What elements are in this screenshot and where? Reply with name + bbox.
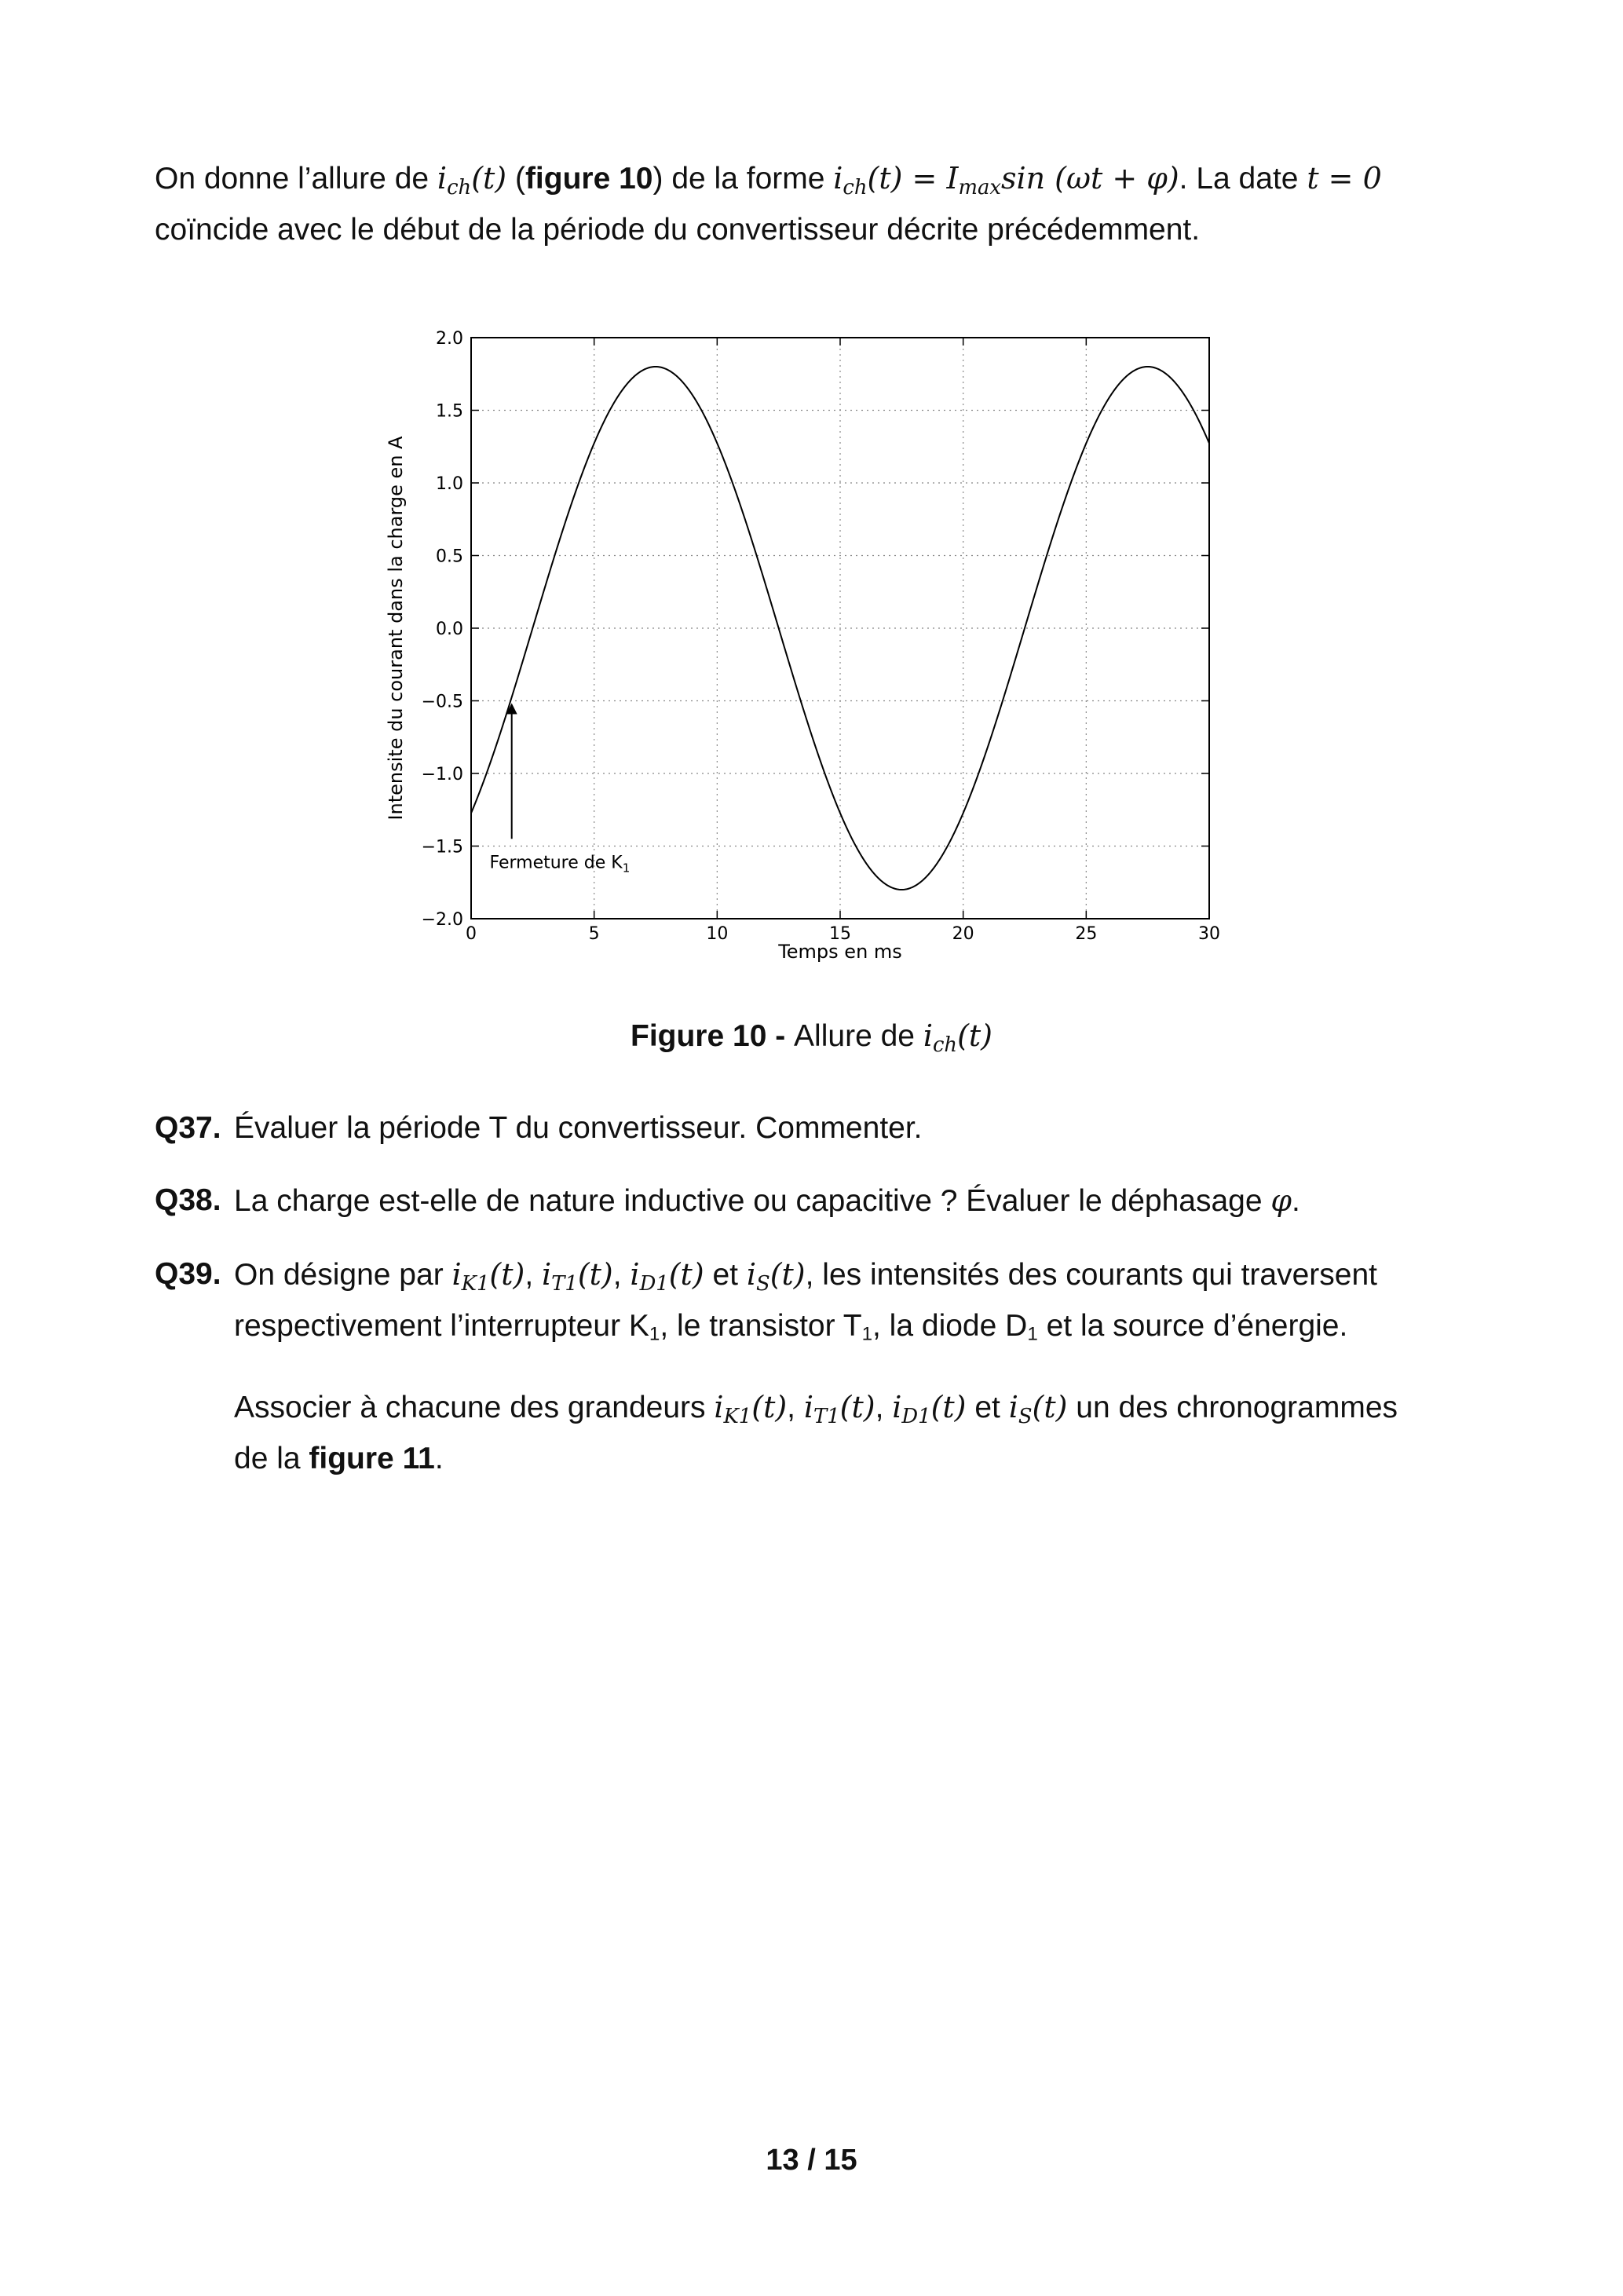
annotation-label: Fermeture de $K_1$ (489, 853, 631, 876)
y-tick-label: 0.5 (436, 547, 463, 567)
math-ich: $i_{ch}(t)$ (437, 161, 507, 200)
intro-line-2: coïncide avec le début de la période du convertisseur décrite précédemment. (155, 213, 1201, 247)
x-tick-label: 0 (466, 924, 477, 944)
x-axis-label: Temps en ms (778, 941, 902, 963)
x-tick-label: 15 (829, 924, 851, 944)
chart-tick-labels (422, 329, 1220, 944)
question-39 (155, 1253, 1490, 1473)
annotation-fermeture (490, 709, 631, 876)
y-tick-label: −1.0 (421, 765, 463, 784)
y-tick-label: 2.0 (436, 329, 463, 349)
question-38 (155, 1179, 1490, 1222)
y-tick-label: −2.0 (421, 910, 463, 930)
page-number: 13 / 15 (766, 2144, 857, 2177)
math-t0: t = 0 (1307, 161, 1382, 196)
question-number: Q38. (155, 1183, 221, 1217)
intro-text: On donne l’allure de (155, 162, 437, 196)
y-tick-label: 1.0 (436, 474, 463, 494)
x-tick-label: 30 (1198, 924, 1220, 944)
math-formula: $i_{ch}(t) = I_{max}\sin$ (ωt + φ) (833, 161, 1179, 200)
y-tick-label: 0.0 (436, 620, 463, 639)
y-tick-label: −0.5 (421, 692, 463, 712)
y-tick-label: −1.5 (421, 837, 463, 857)
question-text: La charge est-elle de nature inductive ou capacitive ? Évaluer le déphasage φ. (234, 1183, 1300, 1218)
intro-paragraph (155, 157, 1490, 251)
intro-line-1: On donne l’allure de $i_{ch}(t)$ (figure 10) de la forme $i_{ch}(t) = I_{max}\sin$ (ωt + φ). La date t = 0 (155, 161, 1382, 200)
question-text: Évaluer la période T du convertisseur. Commenter. (234, 1111, 923, 1145)
figure-10-chart (345, 314, 1241, 974)
x-tick-label: 20 (952, 924, 974, 944)
chart-grid (471, 338, 1209, 919)
question-number: Q37. (155, 1111, 221, 1145)
question-text: On désigne par $i_{K1}(t)$, $i_{T1}(t)$, $i_{D1}(t)$ et $i_S(t)$, les intensités des courants qui traversent respectivement l’interrupteur K1, le transistor T1, la diode D1 et la source d’énergie. Associer à chacune des grandeurs $i_{K1}(t)$, $i_{T1}(t)$, $i_{D1}(t)$ et $i_S(t)$ un des chronogrammes de la figure 11. (234, 1257, 1398, 1475)
figure-reference: figure 10 (525, 162, 653, 196)
y-axis-label: Intensite du courant dans la charge en A (385, 436, 407, 821)
x-tick-label: 5 (588, 924, 600, 944)
question-37 (155, 1107, 1490, 1150)
figure-caption: Figure 10 - Allure de $i_{ch}(t)$ (631, 1018, 992, 1058)
x-tick-label: 10 (706, 924, 729, 944)
x-tick-label: 25 (1075, 924, 1098, 944)
question-number: Q39. (155, 1257, 221, 1291)
y-tick-label: 1.5 (436, 401, 463, 422)
